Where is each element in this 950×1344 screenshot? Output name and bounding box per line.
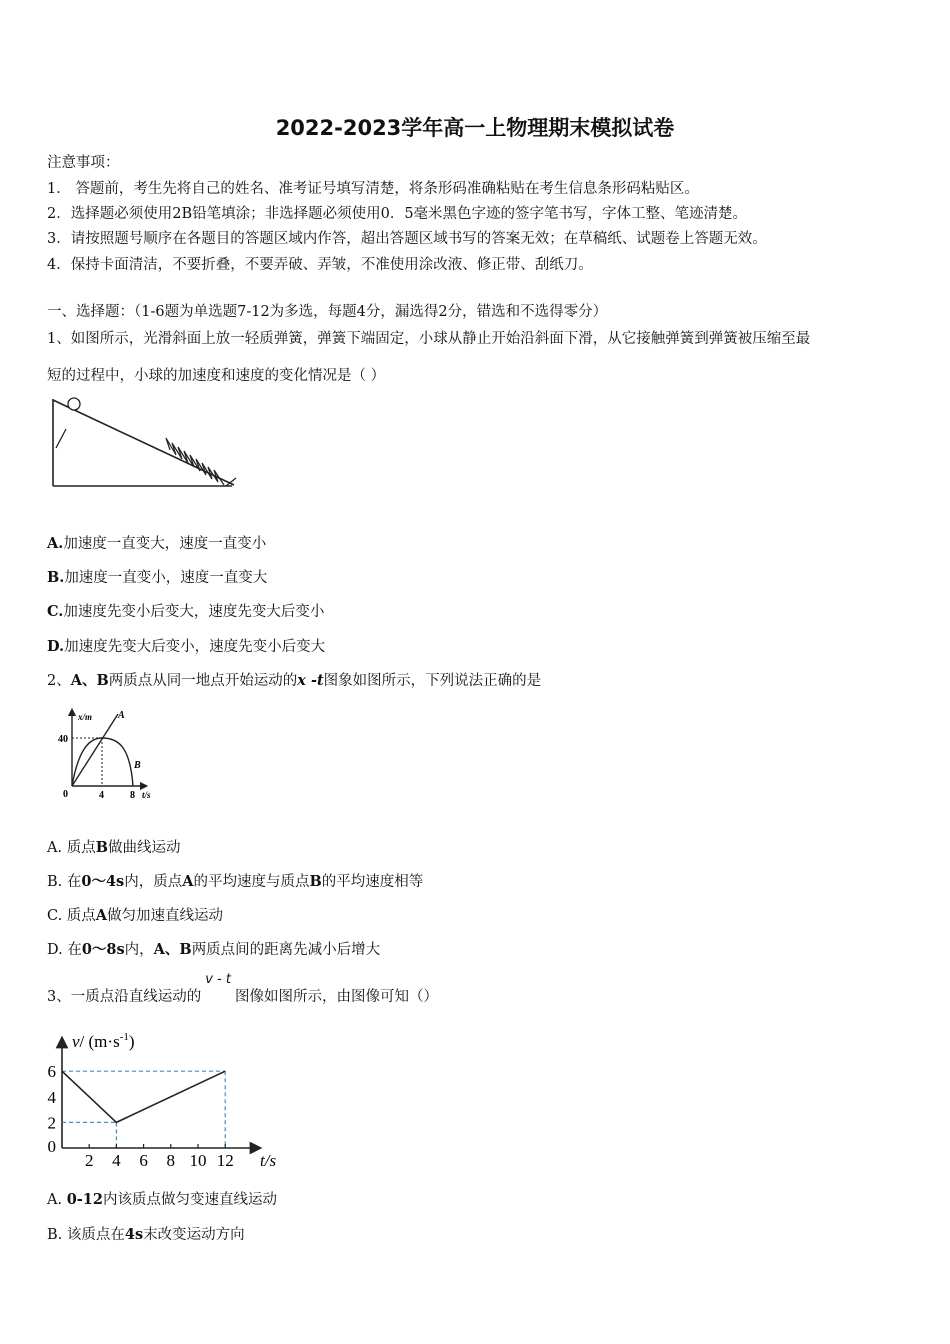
q3-x-tick-label: 12 (216, 1151, 234, 1170)
q3-x-tick-label: 10 (189, 1151, 207, 1170)
q3-option-b[interactable]: B. 该质点在4s末改变运动方向 (47, 1226, 245, 1243)
q2-xt-figure (58, 704, 162, 804)
q3-formula: v - t (205, 972, 231, 987)
q3-x-label: t/s (260, 1151, 277, 1170)
spring (166, 438, 224, 485)
q3-x-tick-label: 8 (166, 1151, 176, 1170)
q3-y-tick-label: 2 (47, 1113, 56, 1133)
page-title: 2022-2023学年高一上物理期末模拟试卷 (275, 116, 675, 140)
ball (68, 398, 80, 410)
q3-option-a[interactable]: A. 0-12内该质点做匀变速直线运动 (47, 1191, 277, 1208)
q2-option-b[interactable]: B. 在0～4s内，质点A的平均速度与质点B的平均速度相等 (47, 873, 424, 890)
q3-y-tick-label: 0 (47, 1137, 56, 1156)
q2-stem: 2、A、B两质点从同一地点开始运动的x -t图象如图所示，下列说法正确的是 (47, 672, 542, 689)
q3-y-label: v/ $(m\cdot s^{-1})$ (72, 1031, 135, 1051)
q2-y-label: x/m (78, 712, 93, 722)
q2-y-tick-40: 40 (58, 734, 68, 745)
q2-x-tick-4: 4 (99, 790, 104, 801)
q1-stem-line2: 短的过程中，小球的加速度和速度的变化情况是（ ） (47, 368, 386, 384)
q3-x-tick-label: 4 (112, 1151, 121, 1170)
q1-option-d[interactable]: D.加速度先变大后变小，速度先变小后变大 (47, 638, 326, 655)
notice-heading: 注意事项： (47, 155, 120, 171)
q2-option-c[interactable]: C. 质点A做匀加速直线运动 (47, 907, 224, 924)
q3-vt-chart (44, 1026, 294, 1178)
notice-item-3: 3．请按照题号顺序在各题目的答题区域内作答，超出答题区域书写的答案无效；在草稿纸、试题卷上答题无效。 (47, 231, 767, 247)
q2-label-b: B (134, 760, 141, 771)
q3-x-tick-label: 6 (139, 1151, 148, 1170)
notice-item-4: 4．保持卡面清洁，不要折叠，不要弄破、弄皱，不准使用涂改液、修正带、刮纸刀。 (47, 257, 593, 273)
notice-item-2: 2．选择题必须使用2B铅笔填涂；非选择题必须使用0．5毫米黑色字迹的签字笔书写，字体工整、笔迹清楚。 (47, 206, 748, 222)
q3-x-tick-label: 2 (84, 1151, 94, 1170)
q1-option-c[interactable]: C.加速度先变小后变大，速度先变大后变小 (47, 603, 325, 620)
q1-option-b[interactable]: B.加速度一直变小，速度一直变大 (47, 569, 268, 586)
q3-y-tick-label: 6 (47, 1062, 56, 1082)
q1-option-a[interactable]: A.加速度一直变大，速度一直变小 (47, 535, 267, 552)
q2-line-a (72, 714, 118, 786)
incline-slope (53, 400, 234, 485)
q1-stem-line1: 1、如图所示，光滑斜面上放一轻质弹簧，弹簧下端固定，小球从静止开始沿斜面下滑，从它接触弹簧到弹簧被压缩至最 (47, 331, 811, 347)
q2-option-a[interactable]: A. 质点B做曲线运动 (47, 839, 181, 856)
q2-label-a: A (118, 710, 125, 721)
q2-option-d[interactable]: D. 在0～8s内，A、B两质点间的距离先减小后增大 (47, 941, 381, 958)
q3-stem: 3、一质点沿直线运动的v - t图像如图所示，由图像可知（） (47, 972, 438, 1005)
section-heading: 一、选择题：（1-6题为单选题7-12为多选，每题4分，漏选得2分，错选和不选得零分） (47, 304, 608, 320)
q1-incline-figure (46, 392, 240, 492)
q2-x-tick-8: 8 (130, 790, 135, 801)
q3-series-line (62, 1071, 225, 1122)
q3-y-tick-label: 4 (47, 1087, 56, 1107)
q2-x-label: t/s (142, 790, 151, 800)
angle-mark (56, 429, 66, 448)
notice-item-1: 1． 答题前，考生先将自己的姓名、准考证号填写清楚，将条形码准确粘贴在考生信息条形码粘贴区。 (47, 181, 699, 197)
q2-origin: 0 (63, 789, 68, 800)
